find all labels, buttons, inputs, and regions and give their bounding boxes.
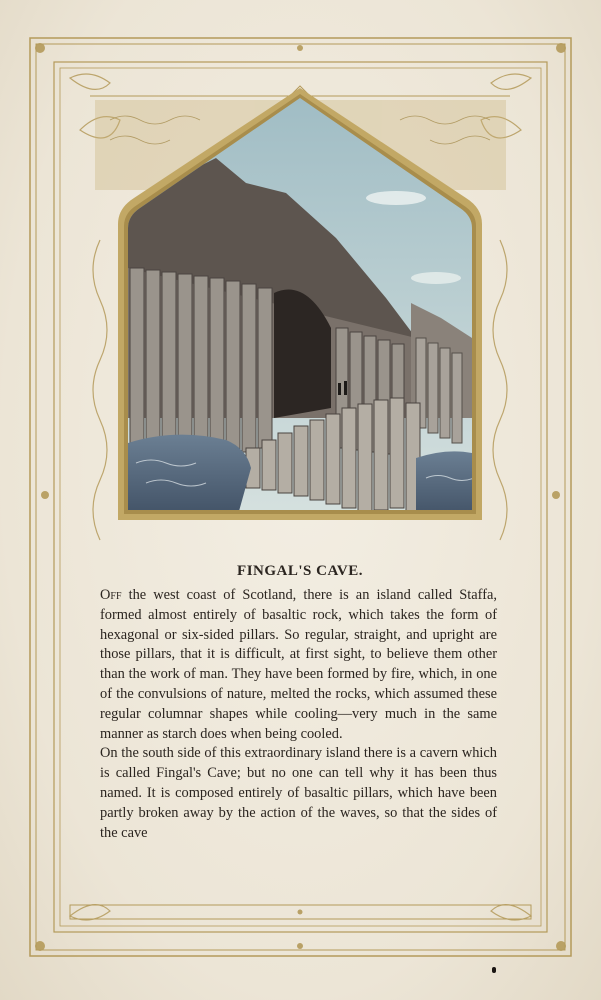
paragraph-1 xyxy=(100,586,497,744)
body-text xyxy=(100,586,497,843)
paragraph-1-text: the west coast of Scotland, there is an island called Staffa, formed almost entirely of basaltic rock, which takes the form of hexagonal or six-sided pillars. So regular, straight, and upright are those pillars, that it is difficult, at first sight, to believe them other than the work of man. They have been formed by fire, which, in one of the convulsions of nature, melted the rocks, which assumed these regular columnar shapes while cooling—very much in the same manner as starch does when being cooled. xyxy=(100,587,497,742)
first-word: Off xyxy=(100,587,122,603)
ink-speck xyxy=(492,967,496,973)
page-title: FINGAL'S CAVE. xyxy=(237,563,363,579)
fingals-cave-illustration xyxy=(116,88,484,522)
paragraph-2: On the south side of this extraordinary island there is a cavern which is called Fingal's Cave; but no one can tell why it has been thus named. It is composed entirely of basaltic pillars, which have been partly broken away by the action of the waves, so that the sides of the cave xyxy=(100,745,497,841)
